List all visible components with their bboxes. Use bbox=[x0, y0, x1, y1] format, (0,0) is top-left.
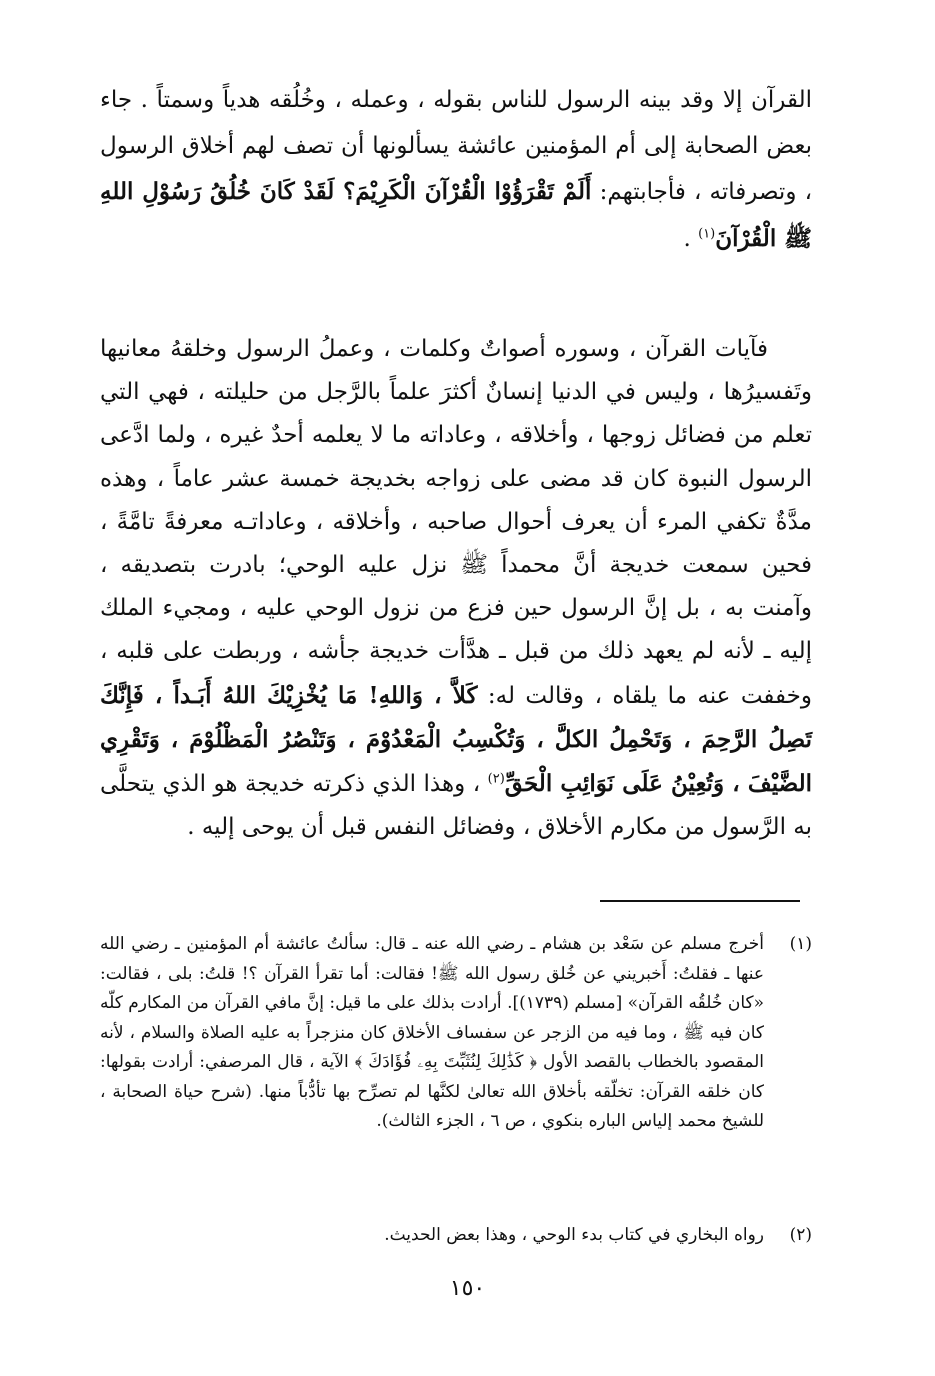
paragraph-2-text: فآيات القرآن ، وسوره أصواتٌ وكلمات ، وعملُ الرسول وخلقهُ معانيها وتَفسيرُها ، وليس في الدنيا إنسانٌ أكثرَ علماً بالرَّجل من حليلته ، فهي التي تعلم من فضائل زوجها ، وأخلاقه ، وعاداته ما لا يعلمه أحدٌ غيره ، ولما ادَّعى الرسول النبوة كان قد مضى على زواجه بخديجة خمسة عشر عاماً ، وهذه مدَّةٌ تكفي المرء أن يعرف أحوال صاحبه ، وأخلاقه ، وعاداتـه معرفةً تامَّةً ، فحين سمعت خديجة أنَّ محمداً ﷺ نزل عليه الوحي؛ بادرت بتصديقه ، وآمنت به ، بل إنَّ الرسول حين فزع من نزول الوحي عليه ، ومجيء الملك إليه ـ لأنه لم يعهد ذلك من قبل ـ هدَّأت خديجة جأشه ، وربطت على قلبه ، وخففت عنه ما يلقاه ، وقالت له: bbox=[100, 336, 812, 709]
paragraph-2 bbox=[100, 328, 812, 849]
paragraph-2-quote: كَلاَّ ، وَاللهِ! مَا يُخْزِيْكَ اللهُ أَبَـداً ، فَإِنَّكَ تَصِلُ الرَّحِمَ ، وَتَحْمِلُ الكلَّ ، وَتُكْسِبُ الْمَعْدُوْمَ ، وَتَنْصُرُ الْمَظْلُوْمَ ، وَتَقْرِي الضَّيْفَ ، وَتُعِيْنُ عَلَى نَوَائِبِ الْحَقِّ bbox=[100, 681, 812, 798]
paragraph-1-text: القرآن إلا وقد بينه الرسول للناس بقوله ، وعمله ، وخُلُقه هدياً وسمتاً . جاء بعض الصحابة إلى أم المؤمنين عائشة يسألونها أن تصف لهم أخلاق الرسول ، وتصرفاته ، فأجابتهم: bbox=[100, 87, 813, 205]
footnote-ref-1: (١) bbox=[698, 225, 716, 241]
page-number: ١٥٠ bbox=[449, 1276, 486, 1301]
paragraph-2-text-end: ، وهذا الذي ذكرته خديجة هو الذي يتحلَّى به الرَّسول من مكارم الأخلاق ، وفضائل النفس قبل أن يوحى إليه . bbox=[100, 771, 812, 841]
paragraph-1-quote: أَلَمْ تَقْرَؤُوْا الْقُرْآنَ الْكَرِيْمَ؟ لَقَدْ كَانَ خُلُقُ رَسُوْلِ اللهِ ﷺ الْقُرْآنَ bbox=[100, 178, 812, 252]
paragraph-1 bbox=[100, 78, 812, 262]
paragraph-1-text-end: . bbox=[683, 225, 699, 252]
footnote-divider bbox=[600, 900, 800, 902]
footnote-2 bbox=[100, 1221, 812, 1251]
footnote-1 bbox=[100, 930, 812, 1137]
footnote-2-number: (٢) bbox=[789, 1225, 812, 1245]
footnote-1-text: أخرج مسلم عن سَعْد بن هشام ـ رضي الله عنه ـ قال: سألتُ عائشة أم المؤمنين ـ رضي الله عنها ـ فقلتُ: أَخبريني عن خُلق رسول الله ﷺ! فقالت: أما تقرأ القرآن ؟! قلتُ: بلى ، فقالت: «كان خُلقُه القرآن» [مسلم (١٧٣٩)]. أرادت بذلك على ما قيل: إنَّ مافي القرآن من المكارم كلّه كان فيه ﷺ ، وما فيه من الزجر عن سفساف الأخلاق كان منزجراً به عليه الصلاة والسلام ، لأنه المقصود بالخطاب بالقصد الأول ﴿ كَذَٰلِكَ لِنُثَبِّتَ بِهِۦ فُؤَادَكَ ﴾ الآية ، قال المرصفي: أرادت بقولها: كان خلقه القرآن: تخلّقه بأخلاق الله تعالىٰ لكنَّها لم تصرِّح بها تأدُّباً منها. (شرح حياة الصحابة ، للشيخ محمد إلياس الباره بنكوي ، ص ٦ ، الجزء الثالث). bbox=[100, 934, 765, 1131]
footnote-1-number: (١) bbox=[789, 934, 812, 954]
footnote-2-text: رواه البخاري في كتاب بدء الوحي ، وهذا بعض الحديث. bbox=[384, 1225, 764, 1245]
footnote-ref-2: (٢) bbox=[487, 771, 505, 787]
